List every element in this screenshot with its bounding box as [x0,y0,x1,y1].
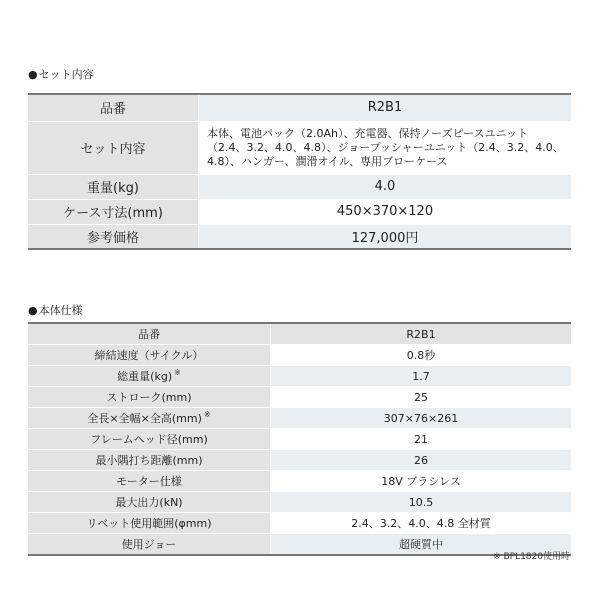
row-label: 使用ジョー [28,534,271,556]
table-row [28,492,571,513]
set-contents-table [28,93,571,250]
row-value: R2B1 [199,94,572,121]
row-label: 総重量(kg) ※ [28,366,271,387]
table-row [28,345,571,366]
note-mark: ※ [203,410,211,419]
row-value: 10.5 [271,492,572,513]
table-row [28,429,571,450]
spec-section-title: ●本体仕様 [28,304,83,317]
table-row [28,513,571,534]
table-row [28,323,571,345]
table-row [28,224,571,249]
row-value: 21 [271,429,572,450]
table-row [28,408,571,429]
row-label: 品番 [28,94,199,121]
row-label: 重量(kg) [28,174,199,199]
table-row [28,94,571,121]
table-row [28,534,571,556]
row-label: 品番 [28,323,271,345]
row-value: 本体、電池パック（2.0Ah）、充電器、保持ノーズピースユニット（2.4、3.2、4.0、4.8）、ジョープッシャーユニット（2.4、3.2、4.0、4.8）、ハンガー、潤滑オイル、専用ブローケース [199,121,572,174]
bullet-icon: ● [28,304,38,317]
row-label: 参考価格 [28,224,199,249]
table-row [28,121,571,174]
row-value: 1.7 [271,366,572,387]
row-label: モーター仕様 [28,471,271,492]
table-row [28,366,571,387]
row-label: ケース寸法(mm) [28,199,199,224]
bullet-icon: ● [28,68,38,81]
table-row [28,387,571,408]
row-label: 最大出力(kN) [28,492,271,513]
row-label: リベット使用範囲(φmm) [28,513,271,534]
body-spec-table [28,322,571,556]
row-label: 締結速度（サイクル） [28,345,271,366]
row-value: 307×76×261 [271,408,572,429]
row-value: 450×370×120 [199,199,572,224]
row-label: フレームヘッド径(mm) [28,429,271,450]
table-row [28,174,571,199]
row-label: ストローク(mm) [28,387,271,408]
row-value: 4.0 [199,174,572,199]
row-value: 2.4、3.2、4.0、4.8 全材質 [271,513,572,534]
row-value: 超硬質中 [271,534,572,556]
row-value: 0.8秒 [271,345,572,366]
row-label: 全長×全幅×全高(mm) ※ [28,408,271,429]
note-mark: ※ [174,368,181,377]
set-section-title: ●セット内容 [28,68,94,81]
row-value: R2B1 [271,323,572,345]
row-value: 127,000円 [199,224,572,249]
table-row [28,199,571,224]
row-label: 最小隅打ち距離(mm) [28,450,271,471]
row-label: セット内容 [28,121,199,174]
footnote: ※ BPL1820使用時 [493,552,570,562]
table-row [28,471,571,492]
row-value: 26 [271,450,572,471]
row-value: 25 [271,387,572,408]
row-value: 18V ブラシレス [271,471,572,492]
table-row [28,450,571,471]
